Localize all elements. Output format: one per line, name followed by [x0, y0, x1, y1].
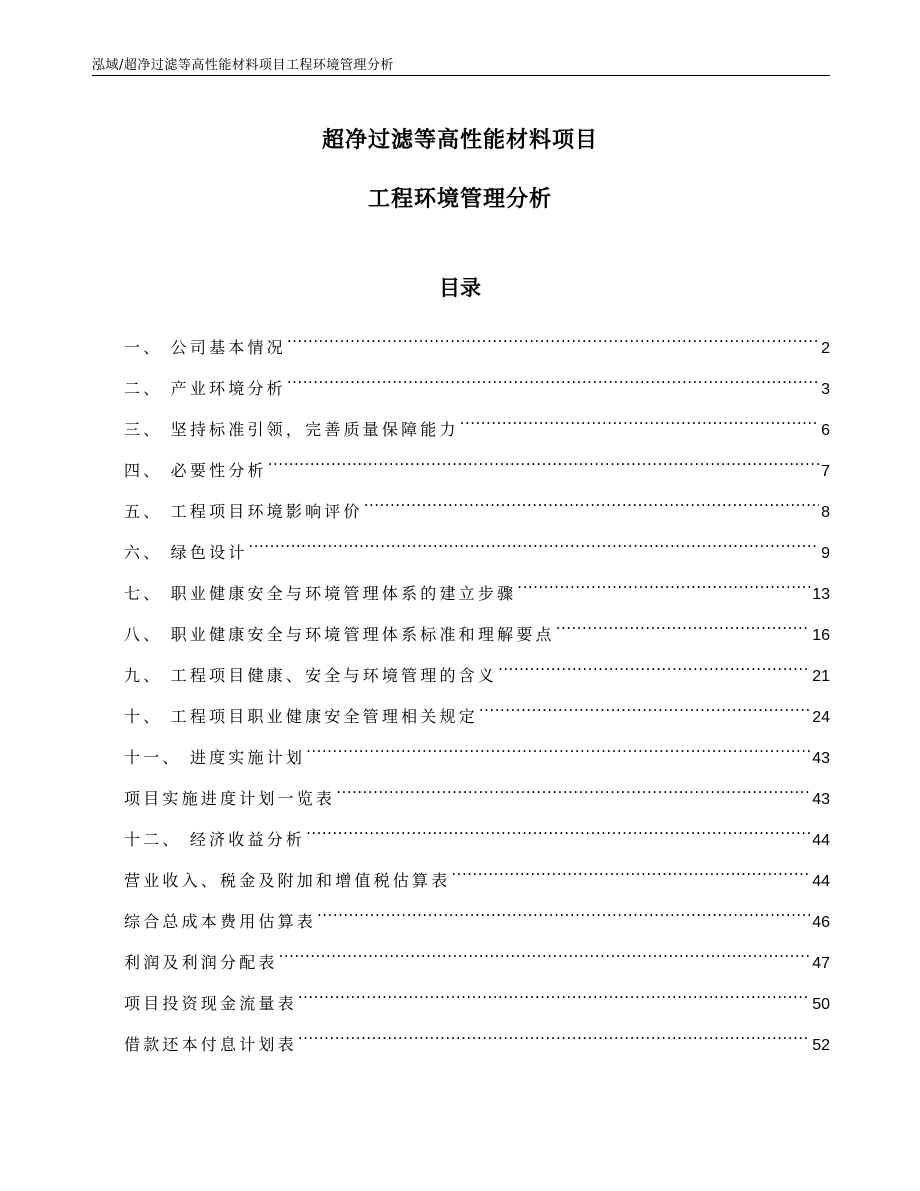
toc-entry-page-number: 21	[812, 668, 830, 685]
toc-entry-page-number: 50	[812, 996, 830, 1013]
toc-entry[interactable]	[124, 936, 830, 977]
toc-entry-label: 八、 职业健康安全与环境管理体系标准和理解要点	[124, 625, 555, 644]
toc-entry-label: 十、 工程项目职业健康安全管理相关规定	[124, 707, 478, 726]
table-of-contents	[124, 321, 830, 1059]
toc-entry[interactable]	[124, 854, 830, 895]
toc-dot-leader	[268, 444, 819, 476]
toc-entry-label: 四、 必要性分析	[124, 461, 267, 480]
running-header: 泓域/超净过滤等高性能材料项目工程环境管理分析	[92, 58, 394, 73]
document-title-line-1: 超净过滤等高性能材料项目	[321, 128, 598, 153]
toc-entry-label: 一、 公司基本情况	[124, 338, 286, 357]
toc-entry[interactable]	[124, 690, 830, 731]
toc-entry-page-number: 8	[821, 504, 830, 521]
toc-entry-label: 九、 工程项目健康、安全与环境管理的含义	[124, 666, 498, 685]
toc-dot-leader	[451, 854, 810, 886]
toc-dot-leader	[336, 772, 810, 804]
toc-entry-page-number: 7	[821, 463, 830, 480]
toc-entry-label: 十一、 进度实施计划	[124, 748, 306, 767]
toc-entry-label: 营业收入、税金及附加和增值税估算表	[124, 871, 451, 890]
toc-entry-label: 借款还本付息计划表	[124, 1035, 297, 1054]
toc-entry-page-number: 6	[821, 422, 830, 439]
toc-entry-label: 五、 工程项目环境影响评价	[124, 502, 363, 521]
toc-dot-leader	[364, 485, 819, 517]
toc-entry-page-number: 43	[812, 750, 830, 767]
toc-dot-leader	[460, 403, 819, 435]
toc-entry-page-number: 13	[812, 586, 830, 603]
toc-entry-label: 七、 职业健康安全与环境管理体系的建立步骤	[124, 584, 517, 603]
toc-entry[interactable]	[124, 403, 830, 444]
toc-entry-label: 三、 坚持标准引领，完善质量保障能力	[124, 420, 459, 439]
toc-dot-leader	[287, 362, 819, 394]
toc-entry-page-number: 47	[812, 955, 830, 972]
toc-entry[interactable]	[124, 567, 830, 608]
toc-entry-label: 利润及利润分配表	[124, 953, 278, 972]
toc-entry[interactable]	[124, 649, 830, 690]
toc-entry-page-number: 16	[812, 627, 830, 644]
toc-entry-label: 二、 产业环境分析	[124, 379, 286, 398]
toc-entry-label: 十二、 经济收益分析	[124, 830, 306, 849]
toc-dot-leader	[556, 608, 811, 640]
toc-dot-leader	[279, 936, 811, 968]
toc-entry[interactable]	[124, 977, 830, 1018]
toc-entry[interactable]	[124, 444, 830, 485]
toc-entry[interactable]	[124, 526, 830, 567]
toc-entry[interactable]	[124, 1018, 830, 1059]
toc-entry[interactable]	[124, 485, 830, 526]
toc-entry-label: 项目实施进度计划一览表	[124, 789, 336, 808]
toc-entry[interactable]	[124, 772, 830, 813]
toc-dot-leader	[249, 526, 820, 558]
header-divider	[92, 75, 830, 76]
toc-dot-leader	[306, 731, 810, 763]
toc-entry-page-number: 9	[821, 545, 830, 562]
toc-entry[interactable]	[124, 731, 830, 772]
toc-entry-page-number: 43	[812, 791, 830, 808]
toc-dot-leader	[498, 649, 810, 681]
toc-entry[interactable]	[124, 813, 830, 854]
toc-dot-leader	[306, 813, 810, 845]
toc-dot-leader	[298, 977, 810, 1009]
toc-heading: 目录	[439, 276, 481, 300]
toc-dot-leader	[479, 690, 810, 722]
toc-dot-leader	[298, 1018, 810, 1050]
toc-entry[interactable]	[124, 895, 830, 936]
document-title-line-2: 工程环境管理分析	[367, 187, 552, 212]
toc-entry[interactable]	[124, 321, 830, 362]
toc-dot-leader	[287, 321, 819, 353]
toc-entry-label: 综合总成本费用估算表	[124, 912, 317, 931]
toc-entry-page-number: 44	[812, 873, 830, 890]
toc-dot-leader	[517, 567, 810, 599]
toc-entry-page-number: 46	[812, 914, 830, 931]
toc-entry-page-number: 2	[821, 340, 830, 357]
toc-entry-page-number: 44	[812, 832, 830, 849]
toc-entry[interactable]	[124, 362, 830, 403]
toc-dot-leader	[317, 895, 810, 927]
toc-entry-page-number: 52	[812, 1037, 830, 1054]
toc-entry-label: 六、 绿色设计	[124, 543, 248, 562]
toc-entry-label: 项目投资现金流量表	[124, 994, 297, 1013]
toc-entry-page-number: 24	[812, 709, 830, 726]
toc-entry-page-number: 3	[821, 381, 830, 398]
toc-entry[interactable]	[124, 608, 830, 649]
